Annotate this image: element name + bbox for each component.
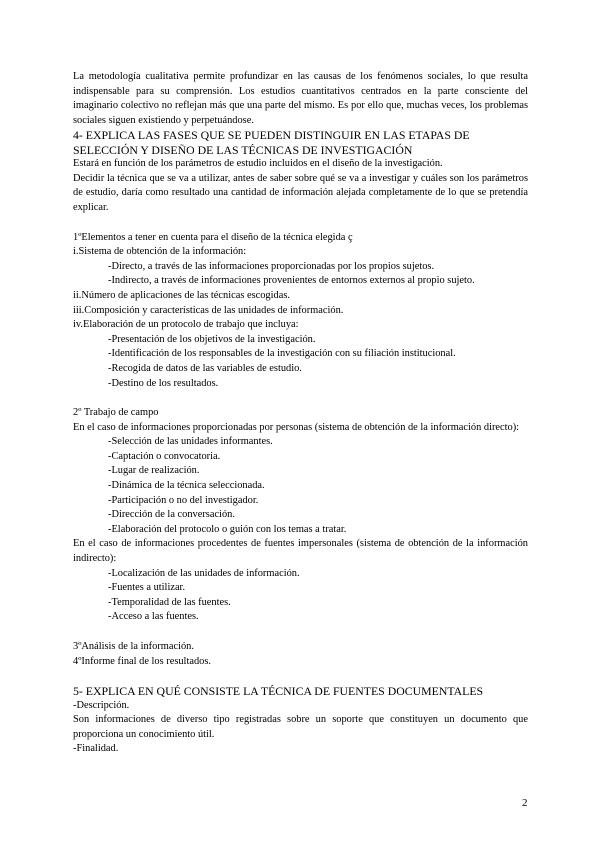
- phase-3-title: 3ºAnálisis de la información.: [73, 641, 194, 652]
- phase-4-title: 4ºInforme final de los resultados.: [73, 655, 211, 667]
- list-item: -Dinámica de la técnica seleccionada.: [108, 480, 265, 492]
- phase-1-item-iii: iii.Composición y características de las unidades de información.: [73, 304, 344, 316]
- description-label: -Descripción.: [73, 699, 130, 711]
- section-4-heading: 4- EXPLICA LAS FASES QUE SE PUEDEN DISTINGUIR EN LAS ETAPAS DE SELECCIÓN Y DISEÑO DE LAS TÉCNICAS DE INVESTIGACIÓN: [73, 128, 470, 157]
- phase-2-indirect-intro: En el caso de informaciones procedentes de fuentes impersonales (sistema de obtención de la información indirecto):: [73, 538, 528, 565]
- section-4-paragraph-a: Estará en función de los parámetros de estudio incluidos en el diseño de la investigación.: [73, 158, 443, 170]
- list-item: -Selección de las unidades informantes.: [108, 436, 273, 448]
- list-item: -Recogida de datos de las variables de estudio.: [108, 362, 302, 374]
- phase-2-title: 2º Trabajo de campo: [73, 407, 159, 419]
- list-item: -Dirección de la conversación.: [108, 509, 235, 521]
- list-item: -Identificación de los responsables de la investigación con su filiación institucional.: [108, 348, 456, 360]
- section-5-heading: 5- EXPLICA EN QUÉ CONSISTE LA TÉCNICA DE FUENTES DOCUMENTALES: [73, 684, 484, 699]
- list-item: -Directo, a través de las informaciones proporcionadas por los propios sujetos.: [108, 260, 435, 272]
- page-number: 2: [522, 797, 528, 809]
- list-item: -Localización de las unidades de información.: [108, 567, 300, 579]
- phase-1-title: 1ºElementos a tener en cuenta para el diseño de la técnica elegida ç: [73, 231, 353, 243]
- list-item: -Presentación de los objetivos de la investigación.: [108, 333, 316, 345]
- phase-2-direct-intro: En el caso de informaciones proporcionadas por personas (sistema de obtención de la información directo):: [73, 421, 520, 433]
- list-item: -Elaboración del protocolo o guión con los temas a tratar.: [108, 523, 347, 535]
- phase-1-item-ii: ii.Número de aplicaciones de las técnicas escogidas.: [73, 289, 290, 301]
- list-item: -Participación o no del investigador.: [108, 494, 259, 506]
- list-item: -Lugar de realización.: [108, 465, 200, 477]
- list-item: -Fuentes a utilizar.: [108, 582, 186, 594]
- intro-paragraph: La metodología cualitativa permite profundizar en las causas de los fenómenos sociales, lo que resulta indispensable para su comprensión. Los estudios cuantitativos centrados en la parte consciente del imaginario colectivo no reflejan más que una parte del mismo. Es por ello que, muchas veces, los problemas sociales siguen existiendo y perpetuándose.: [73, 71, 528, 126]
- phase-1-item-i: i.Sistema de obtención de la información:: [73, 246, 247, 258]
- purpose-label: -Finalidad.: [73, 743, 119, 755]
- section-4-paragraph-b: Decidir la técnica que se va a utilizar, antes de saber sobre qué se va a investigar y cuáles son los parámetros de estudio, daría como resultado una cantidad de información alejada completamente de lo que se pretendía explicar.: [73, 172, 528, 213]
- description-paragraph: Son informaciones de diverso tipo registradas sobre un soporte que constituyen un documento que proporciona un conocimiento útil.: [73, 714, 528, 740]
- list-item: -Captación o convocatoria.: [108, 450, 221, 462]
- document-body: [73, 70, 528, 757]
- list-item: -Destino de los resultados.: [108, 377, 219, 389]
- list-item: -Indirecto, a través de informaciones provenientes de entornos externos al propio sujeto.: [108, 275, 475, 287]
- list-item: -Temporalidad de las fuentes.: [108, 596, 231, 608]
- phase-1-item-iv: iv.Elaboración de un protocolo de trabajo que incluya:: [73, 319, 299, 331]
- list-item: -Acceso a las fuentes.: [108, 611, 199, 623]
